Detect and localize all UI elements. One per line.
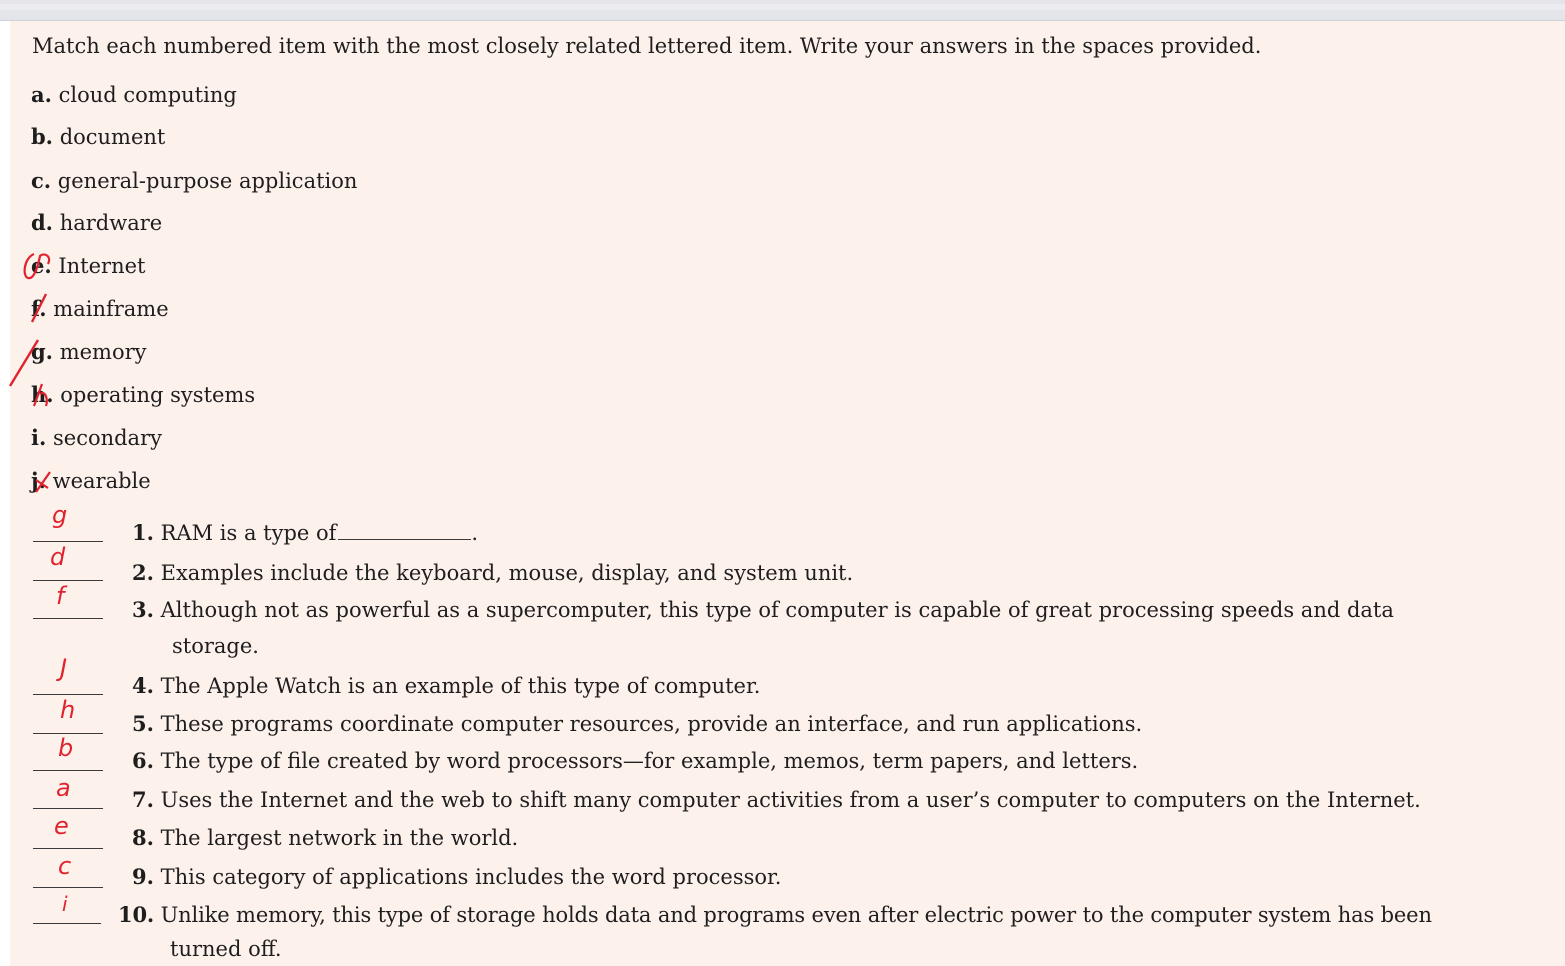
question-number: 4. [132,673,154,698]
question-8 [132,825,518,850]
option-letter: d. [31,210,53,235]
option-c [31,168,357,193]
option-letter: h. [31,382,54,407]
instructions: Match each numbered item with the most closely related lettered item. Write your answers in the spaces provided. [32,34,1262,58]
option-letter: b. [31,124,53,149]
checkmark-icon [26,292,56,324]
option-b [31,124,165,149]
option-text: hardware [59,211,163,235]
option-h [31,382,255,407]
question-1 [132,520,478,545]
answer-blank[interactable] [33,923,101,924]
checkmark-icon [18,248,58,284]
question-number: 3. [132,597,154,622]
question-text: The Apple Watch is an example of this type of computer. [160,674,761,698]
question-4 [132,673,760,698]
answer-blank[interactable] [33,770,103,771]
option-letter: f. [31,296,47,321]
handwritten-answer: e [54,812,69,840]
question-number: 5. [132,711,154,736]
option-letter: j. [31,468,46,493]
question-9 [132,864,781,889]
question-suffix: . [471,521,479,545]
question-text: Examples include the keyboard, mouse, display, and system unit. [160,561,854,585]
question-2 [132,560,853,585]
answer-blank[interactable] [33,618,103,619]
question-number: 7. [132,787,154,812]
handwritten-answer: f [56,582,65,610]
question-10-continuation: turned off. [170,937,282,961]
answer-blank[interactable] [33,541,103,542]
question-text: These programs coordinate computer resources, provide an interface, and run applications. [160,712,1143,736]
handwritten-answer: g [52,501,68,529]
option-letter: a. [31,82,52,107]
answer-blank[interactable] [33,694,103,695]
question-text: RAM is a type of [160,521,337,545]
answer-blank[interactable] [33,848,103,849]
option-d [31,210,162,235]
option-text: cloud computing [58,83,237,107]
handwritten-answer: c [58,852,72,880]
option-text: secondary [52,426,162,450]
option-text: wearable [52,469,151,493]
handwritten-answer: i [62,892,68,916]
question-5 [132,711,1142,736]
option-letter: c. [31,168,52,193]
checkmark-icon [28,466,56,496]
option-text: memory [59,340,147,364]
handwritten-answer: d [50,543,66,571]
option-i [31,425,162,450]
handwritten-answer: a [56,774,71,802]
option-text: general-purpose application [57,169,358,193]
handwritten-answer: J [60,654,68,682]
question-7 [132,787,1421,812]
question-text: The type of file created by word processors—for example, memos, term papers, and letters. [160,749,1139,773]
handwritten-answer: h [60,696,76,724]
answer-blank[interactable] [33,808,103,809]
option-letter: g. [31,339,53,364]
question-number: 2. [132,560,154,585]
handwritten-answer: b [58,734,74,762]
answer-blank[interactable] [33,580,103,581]
question-3-continuation: storage. [172,634,259,658]
option-text: operating systems [60,383,256,407]
question-number: 10. [118,902,155,927]
option-letter: e. [31,253,52,278]
option-text: document [59,125,166,149]
question-3 [132,597,1394,622]
question-text: The largest network in the world. [160,826,519,850]
question-text: This category of applications includes the word processor. [160,865,782,889]
question-10 [118,902,1432,927]
option-text: Internet [58,254,146,278]
question-text: Unlike memory, this type of storage holds data and programs even after electric power to the computer system has been [160,903,1432,927]
question-number: 6. [132,748,154,773]
answer-blank[interactable] [33,887,103,888]
option-g [31,339,147,364]
option-a [31,82,237,107]
inline-answer-blank[interactable] [338,521,471,540]
question-text: Although not as powerful as a supercomputer, this type of computer is capable of great processing speeds and data [160,598,1394,622]
question-text: Uses the Internet and the web to shift many computer activities from a user’s computer to computers on the Internet. [160,788,1421,812]
checkmark-icon [24,380,54,412]
option-letter: i. [31,425,47,450]
option-text: mainframe [53,297,169,321]
question-number: 9. [132,864,154,889]
browser-top-bar [0,0,1565,21]
question-number: 8. [132,825,154,850]
question-6 [132,748,1138,773]
question-number: 1. [132,520,154,545]
